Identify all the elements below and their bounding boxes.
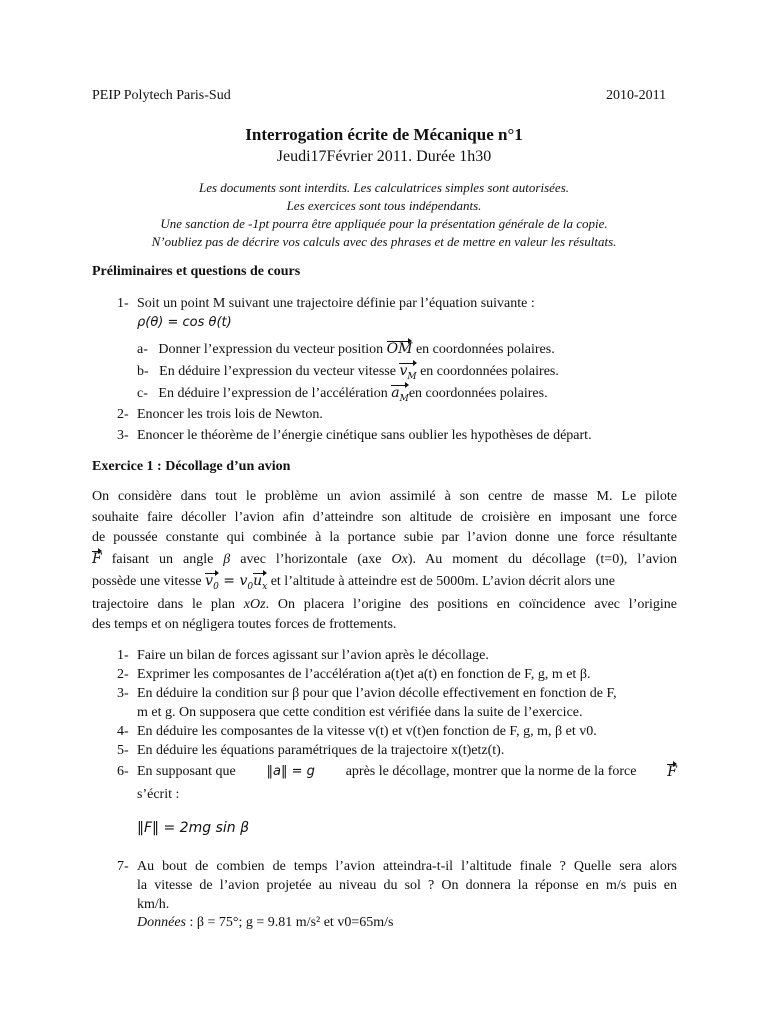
- ex1-line4-ox: Ox: [391, 552, 408, 567]
- ex1-q6-equation: ‖a‖ = g: [266, 764, 315, 779]
- prelim-q1b: [137, 363, 559, 382]
- prelim-q1a: [137, 341, 555, 358]
- vector-aM-base: a: [391, 385, 400, 401]
- ex1-line6-xoz: xOz: [243, 597, 266, 612]
- page-title: Interrogation écrite de Mécanique n°1: [245, 125, 523, 144]
- ex1-q7-line1: Au bout de combien de temps l’avion atteindra-t-il l’altitude finale ? Quelle sera alors: [137, 859, 677, 874]
- prelim-q1a-post: en coordonnées polaires.: [415, 342, 555, 357]
- ex1-q6-line2: s’écrit :: [137, 787, 180, 802]
- ex1-q3-line1: En déduire la condition sur β pour que l’avion décolle effectivement en fonction de F,: [137, 686, 617, 701]
- ex1-q7-line2: la vitesse de l’avion projetée au niveau du sol ? On donnera la réponse en m/s puis en: [137, 878, 677, 893]
- prelim-q1-equation: ρ(θ) = cos θ(t): [137, 315, 232, 330]
- prelim-q1a-pre: Donner l’expression du vecteur position: [158, 342, 384, 357]
- ex1-q7-line3: km/h.: [137, 897, 170, 912]
- ex1-para-line1: On considère dans tout le problème un avion assimilé à son centre de masse M. Le pilote: [92, 489, 677, 504]
- prelim-q1-text: Soit un point M suivant une trajectoire définie par l’équation suivante :: [137, 296, 535, 311]
- vector-vM-base: v: [399, 363, 408, 379]
- vector-OM: OM: [386, 341, 413, 357]
- ex1-heading: Exercice 1 : Décollage d’un avion: [92, 459, 291, 474]
- vector-F-q6: F: [667, 764, 677, 780]
- prelim-q2-num: 2-: [117, 407, 129, 422]
- ex1-q6-equation2: ‖F‖ = 2mg sin β: [137, 820, 250, 836]
- page-subtitle: Jeudi17Février 2011. Durée 1h30: [276, 148, 492, 165]
- prelim-q3-text: Enoncer le théorème de l’énergie cinétique sans oublier les hypothèses de départ.: [137, 428, 592, 443]
- ex1-q7-data-label: Données: [137, 915, 186, 930]
- ex1-q1-text: Faire un bilan de forces agissant sur l’avion après le décollage.: [137, 648, 489, 663]
- vector-aM-sub: M: [399, 393, 409, 404]
- vector-F: F: [92, 551, 102, 567]
- vector-aM: [391, 385, 409, 404]
- ex1-line6-b: . On placera l’origine des positions en coïncidence avec l’origine: [265, 597, 678, 612]
- ex1-para-line2: souhaite faire décoller l’avion afin d’atteindre son altitude de croisière en imposant une force: [92, 510, 677, 525]
- v0-equation: $v_0 = v_0u_x$: [205, 573, 268, 592]
- vector-vM-sub: M: [407, 371, 417, 382]
- prelim-q1c-post: en coordonnées polaires.: [408, 386, 548, 401]
- prelim-q2-text: Enoncer les trois lois de Newton.: [137, 407, 323, 422]
- ex1-q1-num: 1-: [117, 648, 129, 663]
- header-school: PEIP Polytech Paris-Sud: [92, 88, 231, 103]
- ex1-line5-a: possède une vitesse: [92, 574, 202, 589]
- ex1-line4-beta: β: [223, 552, 231, 567]
- ex1-para-line6: [92, 597, 677, 613]
- ex1-q6-post: après le décollage, montrer que la norme de la force: [345, 764, 637, 779]
- ex1-q5-num: 5-: [117, 743, 129, 758]
- ex1-q2-num: 2-: [117, 667, 129, 682]
- ex1-q3-num: 3-: [117, 686, 129, 701]
- ex1-line6-a: trajectoire dans le plan: [92, 597, 235, 612]
- ex1-q7-num: 7-: [117, 859, 129, 874]
- ex1-line5-b: et l’altitude à atteindre est de 5000m. L’avion décrit alors une: [270, 574, 616, 589]
- ex1-q6-pre: En supposant que: [137, 764, 236, 779]
- ex1-para-line7: des temps et on négligera toutes forces de frottements.: [92, 617, 397, 632]
- vector-vM: [399, 363, 416, 382]
- ex1-q7-data: [137, 915, 393, 931]
- ex1-q4-num: 4-: [117, 724, 129, 739]
- instruction-3: Une sanction de -1pt pourra être appliquée pour la présentation générale de la copie.: [160, 216, 608, 231]
- instruction-1: Les documents sont interdits. Les calculatrices simples sont autorisées.: [199, 180, 569, 195]
- prelim-q1b-post: en coordonnées polaires.: [420, 364, 559, 379]
- ex1-para-line4: [92, 551, 677, 568]
- ex1-line4-c: ). Au moment du décollage (t=0), l’avion: [407, 552, 677, 567]
- instruction-4: N’oubliez pas de décrire vos calculs avec des phrases et de mettre en valeur les résultats.: [151, 234, 617, 249]
- ex1-q4-text: En déduire les composantes de la vitesse v(t) et v(t)en fonction de F, g, m, β et v0.: [137, 724, 597, 739]
- header-year: 2010-2011: [606, 88, 667, 103]
- ex1-q7-data-text: : β = 75°; g = 9.81 m/s² et v0=65m/s: [189, 915, 394, 930]
- prelim-q1b-pre: En déduire l’expression du vecteur vitesse: [159, 364, 396, 379]
- prelim-q1-num: 1-: [117, 296, 129, 311]
- prelim-q1c-pre: En déduire l’expression de l’accélération: [158, 386, 388, 401]
- ex1-line4-b: avec l’horizontale (axe: [240, 552, 382, 567]
- prelim-q1a-num: a-: [137, 342, 148, 357]
- ex1-para-line3: de poussée constante qui combinée à la portance subie par l’avion donne une force résultante: [92, 530, 677, 545]
- ex1-q2-text: Exprimer les composantes de l’accélération a(t)et a(t) en fonction de F, g, m et β.: [137, 667, 591, 682]
- prelim-q3-num: 3-: [117, 428, 129, 443]
- prelim-q1c-num: c-: [137, 386, 148, 401]
- ex1-q6-line1: [137, 764, 677, 780]
- ex1-line4-a: faisant un angle: [111, 552, 214, 567]
- ex1-q6-num: 6-: [117, 764, 129, 779]
- ex1-q5-text: En déduire les équations paramétriques de la trajectoire x(t)etz(t).: [137, 743, 505, 758]
- prelim-heading: Préliminaires et questions de cours: [92, 264, 301, 279]
- prelim-q1b-num: b-: [137, 364, 149, 379]
- prelim-q1c: [137, 385, 548, 404]
- ex1-para-line5: [92, 573, 677, 592]
- instruction-2: Les exercices sont tous indépendants.: [286, 198, 482, 213]
- ex1-q3-line2: m et g. On supposera que cette condition est vérifiée dans la suite de l’exercice.: [137, 705, 583, 720]
